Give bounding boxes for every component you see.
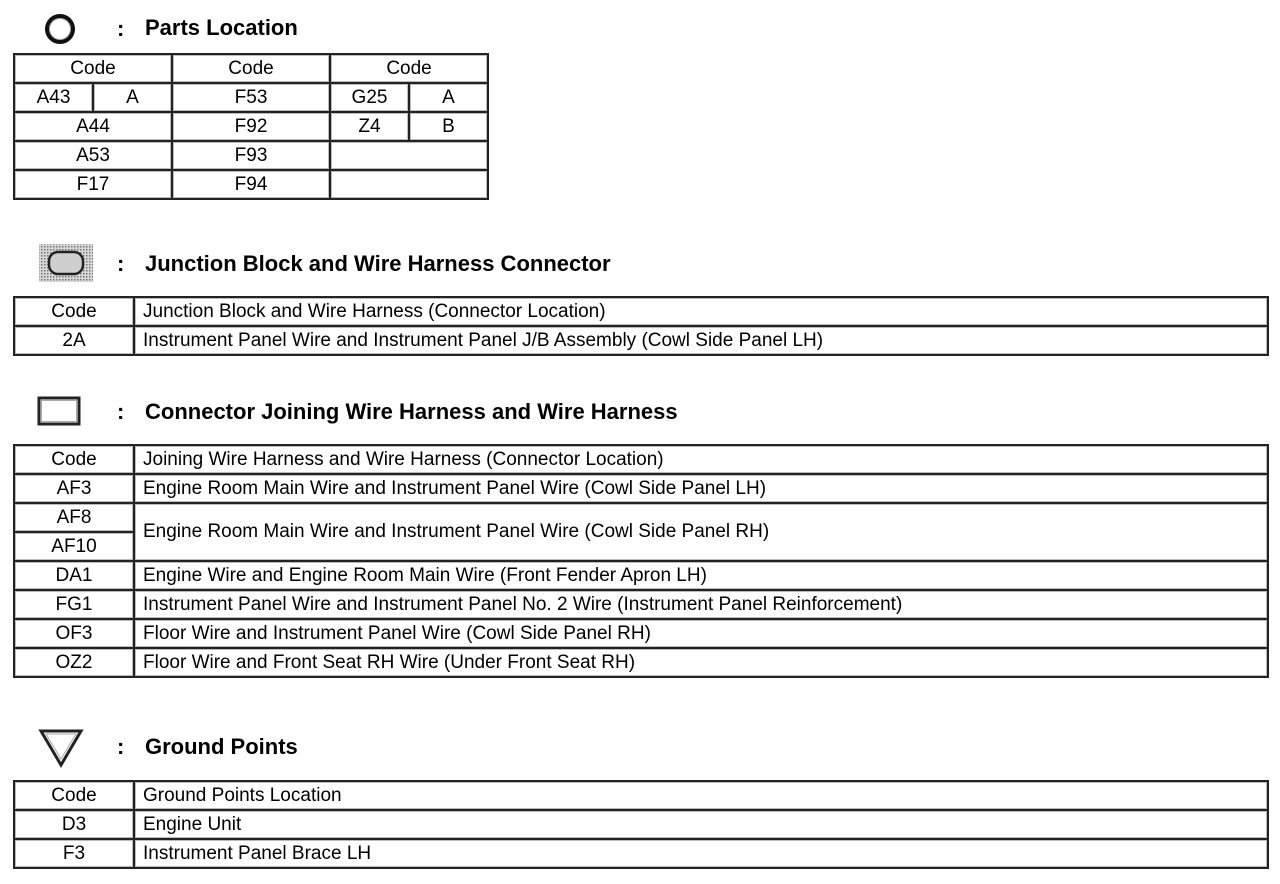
table-row <box>14 141 488 170</box>
connector-description: Engine Wire and Engine Room Main Wire (Front Fender Apron LH) <box>134 561 1268 590</box>
part-code: F53 <box>172 83 330 112</box>
part-code: F17 <box>14 170 172 199</box>
part-code: Z4 <box>330 112 409 141</box>
connector-joining-table <box>13 444 1269 678</box>
part-code: F94 <box>172 170 330 199</box>
part-code: A43 <box>14 83 93 112</box>
connector-description: Instrument Panel Wire and Instrument Panel No. 2 Wire (Instrument Panel Reinforcement) <box>134 590 1268 619</box>
ground-description: Engine Unit <box>134 810 1268 839</box>
junction-block-title: Junction Block and Wire Harness Connector <box>145 251 611 276</box>
header-code: Code <box>14 781 134 810</box>
part-code: G25 <box>330 83 409 112</box>
ground-code: D3 <box>14 810 134 839</box>
part-code-suffix: A <box>93 83 172 112</box>
table-row <box>14 839 1268 868</box>
header-code: Code <box>172 54 330 83</box>
connector-code: OF3 <box>14 619 134 648</box>
connector-code: DA1 <box>14 561 134 590</box>
table-row <box>14 83 488 112</box>
table-header-row <box>14 445 1268 474</box>
connector-description: Floor Wire and Instrument Panel Wire (Cowl Side Panel RH) <box>134 619 1268 648</box>
part-code: A53 <box>14 141 172 170</box>
table-header-row <box>14 297 1268 326</box>
table-row <box>14 619 1268 648</box>
connector-code: AF10 <box>14 532 134 561</box>
table-row <box>14 590 1268 619</box>
circle-icon <box>43 12 77 46</box>
table-row <box>14 810 1268 839</box>
connector-description: Engine Room Main Wire and Instrument Panel Wire (Cowl Side Panel RH) <box>134 503 1268 561</box>
header-description: Ground Points Location <box>134 781 1268 810</box>
ground-points-title: Ground Points <box>145 734 298 759</box>
connector-description: Floor Wire and Front Seat RH Wire (Under Front Seat RH) <box>134 648 1268 677</box>
header-code: Code <box>330 54 488 83</box>
ground-points-table <box>13 780 1269 869</box>
table-header-row <box>14 54 488 83</box>
ground-points-colon: : <box>117 734 125 759</box>
table-row <box>14 474 1268 503</box>
connector-joining-title: Connector Joining Wire Harness and Wire Harness <box>145 399 678 424</box>
table-row <box>14 170 488 199</box>
junction-block-heading <box>0 243 1280 283</box>
empty-cell <box>330 141 488 170</box>
table-row <box>14 561 1268 590</box>
connector-description: Instrument Panel Wire and Instrument Panel J/B Assembly (Cowl Side Panel LH) <box>134 326 1268 355</box>
connector-code: FG1 <box>14 590 134 619</box>
empty-cell <box>330 170 488 199</box>
header-description: Junction Block and Wire Harness (Connector Location) <box>134 297 1268 326</box>
parts-location-title: Parts Location <box>145 15 298 40</box>
connector-description: Engine Room Main Wire and Instrument Panel Wire (Cowl Side Panel LH) <box>134 474 1268 503</box>
part-code: F92 <box>172 112 330 141</box>
connector-code: 2A <box>14 326 134 355</box>
header-description: Joining Wire Harness and Wire Harness (Connector Location) <box>134 445 1268 474</box>
ground-description: Instrument Panel Brace LH <box>134 839 1268 868</box>
header-code: Code <box>14 54 172 83</box>
part-code-suffix: B <box>409 112 488 141</box>
table-row <box>14 326 1268 355</box>
parts-location-heading <box>0 8 1280 48</box>
header-code: Code <box>14 297 134 326</box>
ground-code: F3 <box>14 839 134 868</box>
header-code: Code <box>14 445 134 474</box>
table-row <box>14 112 488 141</box>
part-code: F93 <box>172 141 330 170</box>
connector-joining-heading <box>0 390 1280 430</box>
connector-joining-colon: : <box>117 399 125 424</box>
connector-code: AF3 <box>14 474 134 503</box>
connector-code: AF8 <box>14 503 134 532</box>
parts-location-table <box>13 53 489 200</box>
part-code-suffix: A <box>409 83 488 112</box>
triangle-down-icon <box>38 728 84 768</box>
connector-code: OZ2 <box>14 648 134 677</box>
table-row <box>14 503 1268 532</box>
table-row <box>14 648 1268 677</box>
rectangle-icon <box>37 396 81 426</box>
shaded-rounded-rect-icon <box>38 243 94 283</box>
parts-location-colon: : <box>117 16 125 41</box>
part-code: A44 <box>14 112 172 141</box>
junction-block-colon: : <box>117 251 125 276</box>
table-header-row <box>14 781 1268 810</box>
junction-block-table <box>13 296 1269 356</box>
ground-points-heading <box>0 726 1280 766</box>
